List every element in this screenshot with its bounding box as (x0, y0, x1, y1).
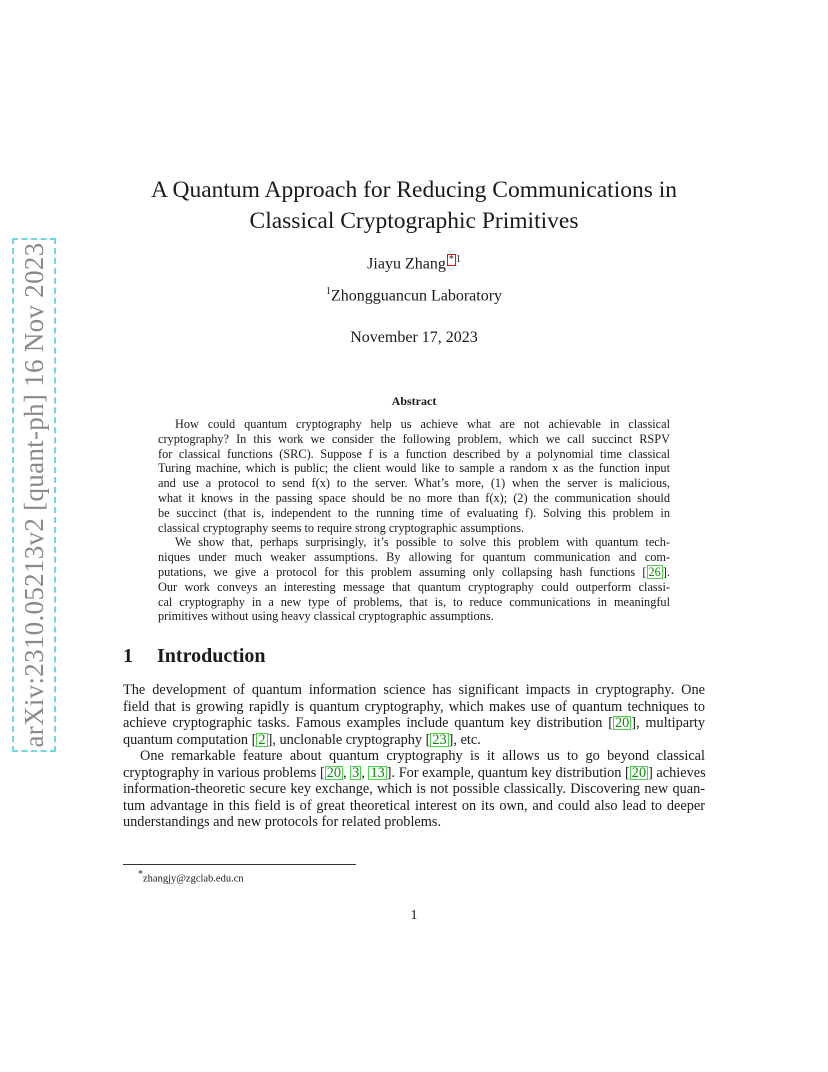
title-line-2: Classical Cryptographic Primitives (249, 208, 579, 234)
intro-line: The development of quantum information science has significant impacts in cryptography. One (123, 682, 705, 698)
affiliation: Zhongguancun Laboratory (330, 287, 503, 305)
intro-line: tum advantage in this field is of great theoretical interest on its own, and could also lead to deeper (123, 797, 705, 814)
abstract-line: classical cryptography seems to require strong cryptographic assumptions. (158, 520, 525, 535)
abstract-line: Our work conveys an interesting message that quantum cryptography could outperform classi- (158, 579, 670, 594)
date: November 17, 2023 (350, 329, 478, 346)
footnote-mark: * (138, 869, 143, 880)
author-footnote-link[interactable]: * (448, 254, 454, 266)
abstract-line: cryptography? In this work we consider the following problem, which we call succinct RSPV (158, 431, 670, 446)
title-line-1: A Quantum Approach for Reducing Communications in (150, 177, 678, 203)
citation-link[interactable]: 13 (370, 764, 385, 781)
intro-line: cryptography in various problems [ 20 , 3 , 13 ]. For example, quantum key distribution [ 20 ] achieves (123, 764, 706, 781)
intro-line: understandings and new protocols for related problems. (123, 814, 442, 830)
section-heading (123, 645, 266, 668)
citation-link[interactable]: 20 (326, 764, 342, 781)
paper-title (110, 175, 718, 237)
citation-link[interactable]: 2 (258, 731, 266, 748)
abstract-line: be succinct (that is, independent to the running time of evaluating f). Solving this problem in (158, 505, 670, 520)
author-name: Jiayu Zhang (367, 255, 446, 273)
affiliation-line (0, 286, 828, 305)
abstract-line: primitives without using heavy classical cryptographic assumptions. (158, 609, 494, 624)
affiliation-mark: 1 (325, 286, 331, 297)
introduction-body (123, 682, 705, 831)
citation-link[interactable]: 26 (648, 564, 661, 579)
abstract-line: Turing machine, which is public; the client would like to sample a random x as the function input (158, 461, 670, 476)
footnote (138, 869, 244, 885)
abstract-body (158, 417, 670, 624)
intro-line: One remarkable feature about quantum cryptography is it allows us to go beyond classical (140, 748, 705, 764)
citation-link[interactable]: 20 (615, 715, 630, 731)
intro-line: achieve cryptographic tasks. Famous examples include quantum key distribution [ 20 ], multiparty (123, 715, 705, 731)
intro-line: field that is growing rapidly is quantum cryptography, which makes use of quantum techniques to (123, 698, 705, 715)
abstract-line: How could quantum cryptography help us achieve what are not achievable in classical (175, 417, 670, 431)
section-number: 1 (123, 645, 133, 667)
author-line (0, 254, 828, 273)
abstract-line: for classical functions (SRC). Suppose f is a function described by a polynomial time classical (158, 446, 670, 461)
footnote-email: zhangjy@zgclab.edu.cn (143, 873, 244, 885)
abstract-line: We show that, perhaps surprisingly, it’s possible to solve this problem with quantum tech- (175, 535, 670, 550)
abstract-line: putations, we give a protocol for this problem assuming only collapsing hash functions [ 26 ]. (158, 564, 670, 579)
page-number: 1 (410, 908, 418, 923)
citation-link[interactable]: 23 (432, 731, 447, 748)
author-affiliation-mark: 1 (455, 254, 461, 265)
arxiv-stamp[interactable]: arXiv:2310.05213v2 [quant-ph] 16 Nov 2023 (19, 242, 49, 748)
footnote-rule (123, 864, 356, 865)
abstract-line: what it knows in the passing space should be no more than f(x); (2) the communication should (158, 490, 670, 505)
citation-link[interactable]: 20 (631, 764, 647, 781)
abstract-line: cal cryptography in a new type of problems, that is, to reduce communications in meaningful (158, 594, 670, 609)
abstract-line: niques under much weaker assumptions. By allowing for quantum communication and com- (158, 550, 670, 565)
intro-line: information-theoretic secure key exchange, which is not possible classically. Discovering new quan- (123, 781, 705, 797)
abstract-line: and use a protocol to send f(x) to the server. What’s more, (1) when the server is malicious, (158, 476, 670, 491)
intro-line: quantum computation [ 2 ], unclonable cryptography [ 23 ], etc. (123, 731, 481, 748)
citation-link[interactable]: 3 (352, 764, 360, 781)
section-title: Introduction (157, 645, 266, 667)
abstract-heading: Abstract (391, 394, 437, 408)
